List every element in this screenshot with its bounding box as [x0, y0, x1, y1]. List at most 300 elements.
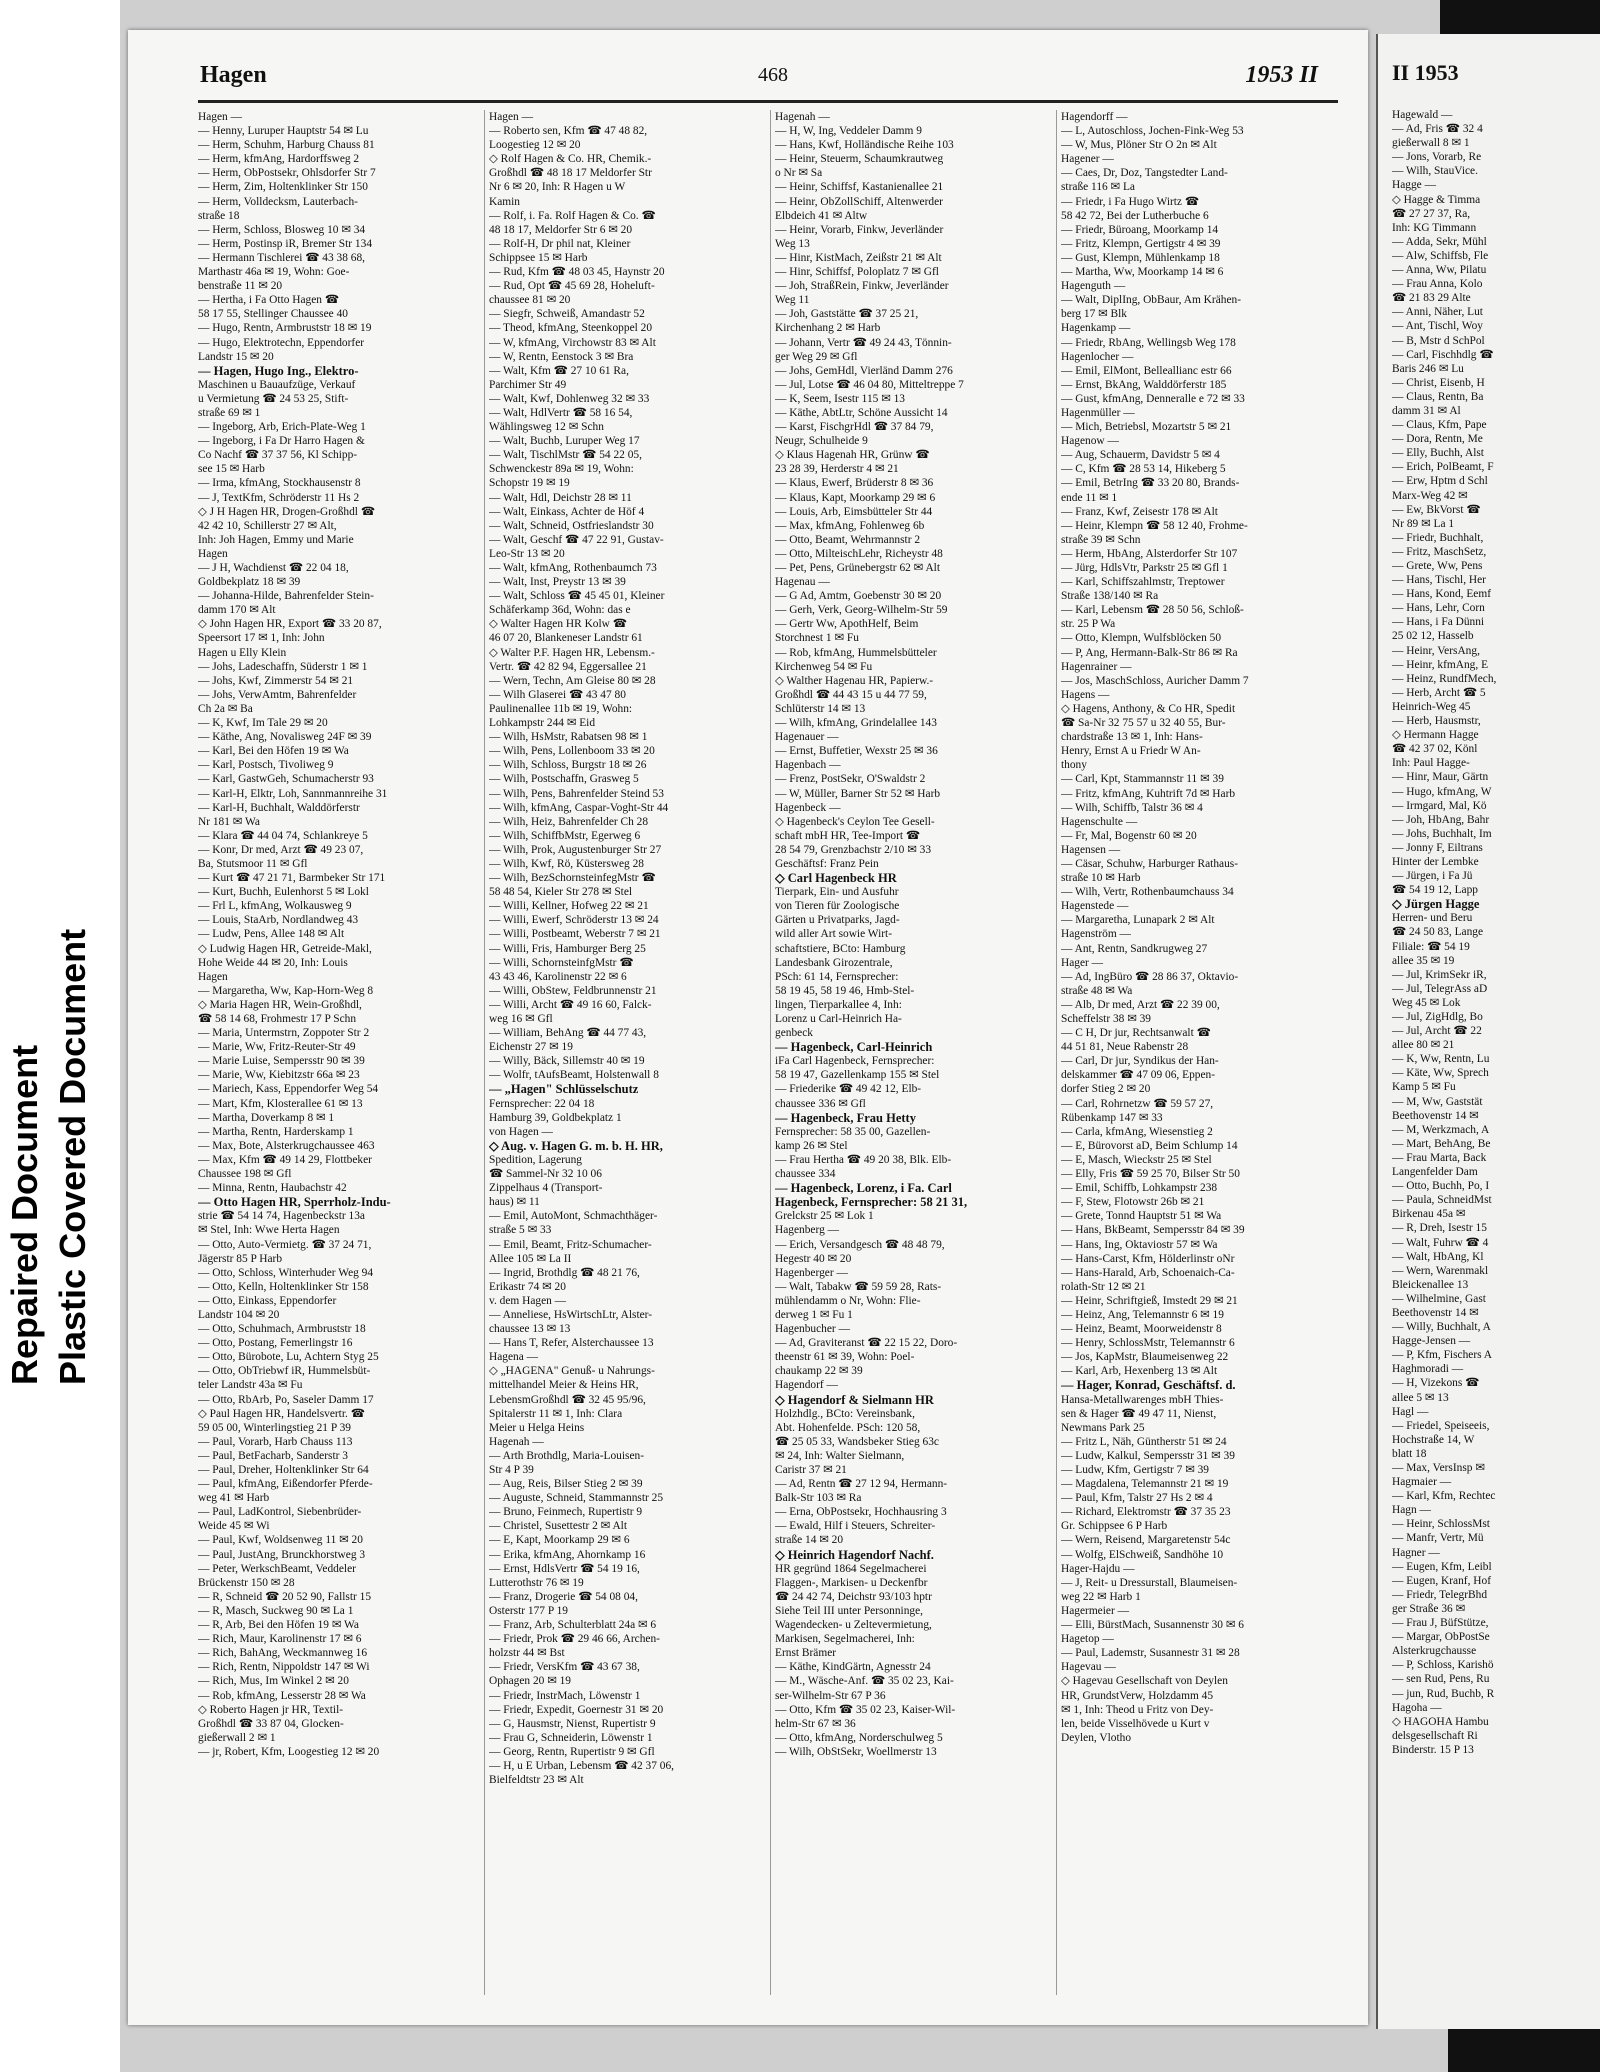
- directory-entry-line: Hagenauer —: [775, 731, 839, 744]
- directory-entry-line: Rübenkamp 147 ✉ 33: [1061, 1111, 1163, 1124]
- directory-entry-line: 44 51 81, Neue Rabenstr 28: [1061, 1041, 1189, 1054]
- directory-entry-line: — Hans, BkBeamt, Sempersstr 84 ✉ 39: [1061, 1224, 1245, 1237]
- directory-entry-line: Jägerstr 85 P Harb: [198, 1252, 283, 1265]
- directory-entry-line: — Rob, kfmAng, Lesserstr 28 ✉ Wa: [198, 1689, 366, 1702]
- directory-entry-line: — Karst, FischgrHdl ☎ 37 84 79,: [775, 421, 934, 434]
- directory-entry-line: Großhdl ☎ 48 18 17 Meldorfer Str: [489, 167, 652, 180]
- next-page-entry-line: allee 80 ✉ 21: [1392, 1039, 1455, 1052]
- directory-entry-line: 28 54 79, Grenzbachstr 2/10 ✉ 33: [775, 843, 932, 856]
- next-page-entry-line: — Ad, Fris ☎ 32 4: [1392, 123, 1483, 136]
- next-page-entry-line: — Ant, Tischl, Woy: [1392, 320, 1483, 333]
- directory-entry-line: — Willi, ObStew, Feldbrunnenstr 21: [489, 984, 657, 997]
- directory-entry-line: — Emil, Beamt, Fritz-Schumacher-: [489, 1238, 652, 1251]
- next-page-entry-line: — Heinr, SchlossMst: [1392, 1518, 1490, 1531]
- directory-entry-line: — Paul, Dreher, Holtenklinker Str 64: [198, 1464, 369, 1476]
- directory-entry-line: — Walt, Schloss ☎ 45 45 01, Kleiner: [489, 590, 665, 603]
- directory-entry-line: — Carla, kfmAng, Wiesenstieg 2: [1061, 1125, 1213, 1138]
- directory-entry-line: — Karl, Bei den Höfen 19 ✉ Wa: [198, 745, 349, 758]
- next-page-entry-line: — Dora, Rentn, Me: [1392, 433, 1483, 446]
- directory-entry-line: dorfer Stieg 2 ✉ 20: [1061, 1083, 1151, 1096]
- next-page-entry-line: Hagn —: [1392, 1504, 1431, 1517]
- directory-entry-line: Ernst Brämer: [775, 1647, 837, 1660]
- directory-entry-line: — W, Müller, Barner Str 52 ✉ Harb: [775, 787, 941, 800]
- next-page-entry-line: — Erich, PolBeamt, F: [1392, 461, 1494, 474]
- directory-entry-line: — Aug, Reis, Bilser Stieg 2 ✉ 39: [489, 1478, 643, 1491]
- next-page-entry-line: ☎ 42 37 02, Könl: [1392, 743, 1478, 756]
- directory-entry-line: — Rob, kfmAng, Hummelsbütteler: [775, 646, 937, 659]
- directory-entry-line: str. 25 P Wa: [1061, 618, 1116, 631]
- next-page-entry-line: — Walt, Fuhrw ☎ 4: [1392, 1236, 1489, 1249]
- directory-entry-line: — Grete, Tonnd Hauptstr 51 ✉ Wa: [1061, 1210, 1222, 1223]
- directory-entry-line: Kirchenweg 54 ✉ Fu: [775, 660, 873, 673]
- directory-entry-line: — Käthe, KindGärtn, Agnesstr 24: [775, 1661, 931, 1674]
- directory-entry-line: Hagener —: [1061, 153, 1114, 166]
- directory-entry-line: genbeck: [775, 1027, 813, 1040]
- directory-entry-line: — Friedr, Büroang, Moorkamp 14: [1061, 223, 1219, 236]
- directory-entry-line: Hagendorf —: [775, 1379, 838, 1392]
- directory-entry-line: helm-Str 67 ✉ 36: [775, 1717, 856, 1730]
- directory-entry-line: — H, W, Ing, Veddeler Damm 9: [775, 125, 922, 138]
- directory-entry-line: — Heinr, ObZollSchiff, Altenwerder: [775, 195, 943, 208]
- directory-entry-line: straße 116 ✉ La: [1061, 181, 1135, 194]
- directory-entry-line: Hagen u Elly Klein: [198, 646, 287, 659]
- next-page-entry-line: — Ew, BkVorst ☎: [1392, 503, 1481, 516]
- directory-entry-line: — Ernst, HdlsVertr ☎ 54 19 16,: [489, 1562, 640, 1575]
- directory-entry-line: — Ingeborg, Arb, Erich-Plate-Weg 1: [198, 421, 366, 434]
- directory-entry-line: ◇ Rolf Hagen & Co. HR, Chemik.-: [489, 153, 652, 166]
- directory-entry-line: — Max, kfmAng, Fohlenweg 6b: [775, 519, 925, 532]
- next-page-entry-line: — Jonny F, Eiltrans: [1392, 841, 1483, 854]
- next-page-entry-line: — Karl, Kfm, Rechtec: [1392, 1490, 1496, 1503]
- directory-entry-line: Fernsprecher: 58 35 00, Gazellen-: [775, 1125, 931, 1138]
- directory-entry-line: Ba, Stutsmoor 11 ✉ Gfl: [198, 857, 308, 870]
- next-page-entry-line: — Eugen, Kfm, Leibl: [1392, 1560, 1492, 1573]
- directory-entry-line: ◇ Walther Hagenau HR, Papierw.-: [775, 674, 934, 687]
- directory-entry-line: v. dem Hagen —: [489, 1294, 567, 1307]
- directory-entry-line: — J H, Wachdienst ☎ 22 04 18,: [198, 562, 349, 574]
- directory-entry-line: Hagenau —: [775, 576, 830, 589]
- directory-entry-line: Deylen, Vlotho: [1061, 1731, 1132, 1744]
- directory-entry-line: Brückenstr 150 ✉ 28: [198, 1576, 295, 1589]
- directory-entry-line: Caristr 37 ✉ 21: [775, 1464, 847, 1476]
- directory-entry-line: — Emil, Schiffb, Lohkampstr 238: [1061, 1182, 1218, 1195]
- directory-entry-line: — Wolfg, ElSchweiß, Sandhöhe 10: [1061, 1548, 1224, 1561]
- directory-entry-line: — Ludw, Kfm, Gertigstr 7 ✉ 39: [1061, 1464, 1210, 1476]
- directory-entry-line: Markisen, Segelmacherei, Inh:: [775, 1633, 915, 1646]
- directory-entry-line: Grelckstr 25 ✉ Lok 1: [775, 1210, 874, 1223]
- directory-entry-line: — Ingeborg, i Fa Dr Harro Hagen &: [198, 435, 365, 448]
- next-page-entry-line: — B, Mstr d SchPol: [1392, 334, 1485, 347]
- directory-entry-line: schaftstiere, BCto: Hamburg: [775, 942, 906, 955]
- directory-entry-line: Schlüterstr 14 ✉ 13: [775, 702, 866, 715]
- directory-entry-line: chaukamp 22 ✉ 39: [775, 1365, 863, 1378]
- next-page-entry-line: — P, Schloss, Karishö: [1392, 1659, 1494, 1672]
- next-page-entry-line: — Jul, TelegrAss aD: [1392, 982, 1488, 995]
- directory-entry-line: ☎ Sammel-Nr 32 10 06: [489, 1168, 602, 1181]
- directory-entry-line: Landstr 104 ✉ 20: [198, 1308, 280, 1321]
- directory-entry-line: ende 11 ✉ 1: [1061, 491, 1118, 504]
- directory-entry-line: Chaussee 198 ✉ Gfl: [198, 1168, 292, 1181]
- next-page-entry-line: — Frau Marta, Back: [1392, 1151, 1487, 1164]
- directory-entry-line: — Hans-Harald, Arb, Schoenaich-Ca-: [1061, 1266, 1235, 1279]
- directory-entry-line: Hagenbucher —: [775, 1323, 850, 1336]
- directory-entry-line: — Carl, Dr jur, Syndikus der Han-: [1061, 1055, 1219, 1068]
- next-page-column: [1392, 108, 1600, 1757]
- directory-entry-line: — Heinr, Steuerm, Schaumkrautweg: [775, 153, 944, 166]
- directory-entry-line: — Maria, Untermstrn, Zoppoter Str 2: [198, 1027, 370, 1040]
- next-page-entry-line: Hagge-Jensen —: [1392, 1335, 1471, 1348]
- directory-entry-line: — Friederike ☎ 49 42 12, Elb-: [775, 1083, 922, 1096]
- directory-entry-line: — F, Stew, Flotowstr 26b ✉ 21: [1061, 1196, 1205, 1209]
- directory-entry-line: — Friedr, InstrMach, Löwenstr 1: [489, 1689, 641, 1702]
- directory-entry-line: — Jos, MaschSchloss, Auricher Damm 7: [1061, 674, 1249, 687]
- directory-entry-line: Spitalerstr 11 ✉ 1, Inh: Clara: [489, 1407, 623, 1420]
- directory-entry-line: — Otto, ObTriebwf iR, Hummelsbüt-: [198, 1365, 371, 1378]
- directory-entry-line: — Frenz, PostSekr, O'Swaldstr 2: [775, 773, 926, 786]
- directory-entry-line: — Herm, Schloss, Blosweg 10 ✉ 34: [198, 223, 366, 236]
- next-page-entry-line: Herren- und Beru: [1392, 912, 1473, 925]
- directory-entry-line: — Karl, GastwGeh, Schumacherstr 93: [198, 773, 374, 786]
- directory-entry-line: — Emil, BetrIng ☎ 33 20 80, Brands-: [1061, 477, 1240, 490]
- directory-entry-line: theenstr 61 ✉ 39, Wohn: Poel-: [775, 1351, 915, 1364]
- directory-entry-line: — Otto, Klempn, Wulfsblöcken 50: [1061, 632, 1222, 645]
- directory-entry-line: — Karl, Arb, Hexenberg 13 ✉ Alt: [1061, 1365, 1218, 1378]
- directory-entry-line: — Irma, kfmAng, Stockhausenstr 8: [198, 477, 361, 490]
- next-page-entry-line: ger Straße 36 ✉: [1392, 1602, 1466, 1615]
- directory-entry-line: benstraße 11 ✉ 20: [198, 280, 283, 293]
- directory-entry-line: Hagenbach —: [775, 759, 841, 772]
- directory-entry-line: — Jul, Lotse ☎ 46 04 80, Mitteltreppe 7: [775, 378, 964, 391]
- directory-entry-line: — Ernst, BkAng, Walddörferstr 185: [1061, 378, 1227, 391]
- next-page-entry-line: Bleickenallee 13: [1392, 1278, 1469, 1291]
- directory-entry-line: — Martha, Rentn, Harderskamp 1: [198, 1125, 354, 1138]
- directory-entry-line: — Hagenbeck, Lorenz, i Fa. Carl: [775, 1181, 952, 1196]
- next-page-entry-line: — Eugen, Kranf, Hof: [1392, 1574, 1492, 1587]
- directory-entry-line: — Max, Kfm ☎ 49 14 29, Flottbeker: [198, 1153, 372, 1166]
- directory-entry-line: — Johs, Ladeschaffn, Süderstr 1 ✉ 1: [198, 660, 368, 673]
- directory-entry-line: — Heinz, Beamt, Moorweidenstr 8: [1061, 1323, 1222, 1336]
- directory-entry-line: Marthastr 46a ✉ 19, Wohn: Goe-: [198, 266, 350, 279]
- directory-entry-line: — Wilh, kfmAng, Caspar-Voght-Str 44: [489, 801, 669, 814]
- directory-entry-line: — Karl, Postsch, Tivoliweg 9: [198, 759, 334, 772]
- directory-entry-line: mühlendamm o Nr, Wohn: Flie-: [775, 1294, 921, 1307]
- directory-entry-line: Neugr, Schulheide 9: [775, 435, 868, 448]
- directory-entry-line: schaft mbH HR, Tee-Import ☎: [775, 829, 921, 842]
- next-page-entry-line: ◇ Hermann Hagge: [1392, 729, 1479, 742]
- scan-border-top: [1440, 0, 1600, 34]
- directory-entry-line: — Willi, Postbeamt, Weberstr 7 ✉ 21: [489, 928, 661, 941]
- column-2: [484, 110, 764, 1995]
- next-page-entry-line: — Wern, Warenmakl: [1392, 1264, 1489, 1277]
- directory-entry-line: — Hertha, i Fa Otto Hagen ☎: [198, 294, 340, 307]
- directory-entry-line: — Wilh, Prok, Augustenburger Str 27: [489, 843, 662, 856]
- directory-entry-line: Hagenstede —: [1061, 900, 1129, 913]
- directory-entry-line: — Käthe, Ang, Novalisweg 24F ✉ 39: [198, 731, 372, 744]
- directory-entry-line: — Joh, StraßRein, Finkw, Jeverländer: [775, 280, 949, 293]
- directory-entry-line: — Martha, Ww, Moorkamp 14 ✉ 6: [1061, 266, 1224, 279]
- directory-entry-line: — Walt, Kwf, Dohlenweg 32 ✉ 33: [489, 392, 650, 405]
- directory-entry-line: — Hans-Carst, Kfm, Hölderlinstr oNr: [1061, 1252, 1235, 1265]
- directory-entry-line: — Rich, Maur, Karolinenstr 17 ✉ 6: [198, 1633, 362, 1646]
- directory-entry-line: Hagen: [198, 547, 228, 560]
- next-page-entry-line: — Otto, Buchh, Po, I: [1392, 1180, 1490, 1193]
- directory-entry-line: straße 14 ✉ 20: [775, 1534, 844, 1547]
- directory-entry-line: Hagevau —: [1061, 1661, 1116, 1674]
- directory-entry-line: — Rich, BahAng, Weckmannweg 16: [198, 1647, 368, 1660]
- directory-entry-line: ✉ 24, Inh: Walter Sielmann,: [775, 1449, 905, 1462]
- directory-entry-line: — Ad, Graviteranst ☎ 22 15 22, Doro-: [775, 1337, 958, 1350]
- directory-entry-line: Hagetop —: [1061, 1633, 1114, 1646]
- directory-entry-line: — M., Wäsche-Anf. ☎ 35 02 23, Kai-: [775, 1675, 954, 1688]
- directory-entry-line: ☎ 24 42 74, Deichstr 93/103 hptr: [775, 1590, 932, 1603]
- directory-entry-line: — Heinr, Klempn ☎ 58 12 40, Frohme-: [1061, 519, 1248, 532]
- directory-entry-line: — Otto, MilteischLehr, Richeystr 48: [775, 547, 943, 560]
- directory-entry-line: — Ingrid, Brothdlg ☎ 48 21 76,: [489, 1266, 640, 1279]
- directory-entry-line: — Klaus, Ewerf, Brüderstr 8 ✉ 36: [775, 477, 934, 490]
- directory-entry-line: ◇ Paul Hagen HR, Handelsvertr. ☎: [198, 1407, 365, 1420]
- next-page-entry-line: Heinrich-Weg 45: [1392, 700, 1471, 713]
- directory-entry-line: — Kurt ☎ 47 21 71, Barmbeker Str 171: [198, 872, 386, 885]
- next-page-entry-line: ☎ 54 19 12, Lapp: [1392, 884, 1479, 897]
- directory-entry-line: — Karl, Schiffszahlmstr, Treptower: [1061, 576, 1225, 589]
- next-page-entry-line: — Jul, Archt ☎ 22: [1392, 1025, 1482, 1038]
- directory-entry-line: — Jürg, HdlsVtr, Parkstr 25 ✉ Gfl 1: [1061, 562, 1228, 574]
- next-page-entry-line: Hinter der Lembke: [1392, 855, 1479, 868]
- directory-entry-line: — Georg, Rentn, Rupertistr 9 ✉ Gfl: [489, 1745, 655, 1758]
- directory-entry-line: — Martha, Doverkamp 8 ✉ 1: [198, 1111, 335, 1124]
- next-page-entry-line: — Käte, Ww, Sprech: [1392, 1067, 1489, 1080]
- directory-entry-line: — Henry, SchlossMstr, Telemannstr 6: [1061, 1337, 1235, 1350]
- directory-columns: [198, 110, 1338, 1995]
- directory-entry-line: Osterstr 177 P 19: [489, 1604, 568, 1617]
- directory-entry-line: mittelhandel Meier & Heins HR,: [489, 1379, 639, 1392]
- directory-entry-line: Gr. Schippsee 6 P Harb: [1061, 1520, 1168, 1533]
- directory-entry-line: Elbdeich 41 ✉ Altw: [775, 209, 868, 222]
- directory-entry-line: — Walt, Schneid, Ostfrieslandstr 30: [489, 519, 654, 532]
- directory-entry-line: — Fr, Mal, Bogenstr 60 ✉ 20: [1061, 829, 1197, 842]
- directory-entry-line: — Rolf, i. Fa. Rolf Hagen & Co. ☎: [489, 209, 656, 222]
- next-page-entry-line: — Adda, Sekr, Mühl: [1392, 235, 1487, 248]
- next-page-entry-line: Hagoha —: [1392, 1701, 1442, 1714]
- next-page-entry-line: Langenfelder Dam: [1392, 1166, 1478, 1179]
- directory-entry-line: — Mariech, Kass, Eppendorfer Weg 54: [198, 1083, 379, 1096]
- next-page-entry-line: — Irmgard, Mal, Kö: [1392, 799, 1487, 812]
- next-page-entry-line: — Max, VersInsp ✉: [1392, 1462, 1485, 1474]
- directory-entry-line: — G, Hausmstr, Nienst, Rupertistr 9: [489, 1717, 656, 1730]
- directory-entry-line: holzstr 44 ✉ Bst: [489, 1647, 565, 1660]
- directory-entry-line: straße 39 ✉ Schn: [1061, 533, 1141, 546]
- directory-entry-line: Landesbank Girozentrale,: [775, 956, 893, 969]
- directory-entry-line: — Paul, LadKontrol, Siebenbrüder-: [198, 1506, 362, 1519]
- directory-entry-line: 59 05 00, Winterlingstieg 21 P 39: [198, 1421, 351, 1434]
- directory-entry-line: Hagenrainer —: [1061, 660, 1132, 673]
- directory-entry-line: — Fritz, kfmAng, Kuhtrift 7d ✉ Harb: [1061, 787, 1236, 800]
- directory-entry-line: Hagenah —: [489, 1435, 544, 1448]
- directory-entry-line: — Johanna-Hilde, Bahrenfelder Stein-: [198, 590, 374, 603]
- directory-entry-line: ☎ Sa-Nr 32 75 57 u 32 40 55, Bur-: [1061, 717, 1226, 730]
- directory-entry-line: Hagendorff —: [1061, 111, 1128, 123]
- column-4: [1056, 110, 1343, 1995]
- directory-entry-line: Hohe Weide 44 ✉ 20, Inh: Louis: [198, 956, 348, 969]
- directory-entry-line: — Otto, Schloss, Winterhuder Weg 94: [198, 1266, 374, 1279]
- directory-entry-line: — G Ad, Amtm, Goebenstr 30 ✉ 20: [775, 590, 942, 603]
- directory-entry-line: — Heinr, Schiffsf, Kastanienallee 21: [775, 181, 944, 194]
- directory-entry-line: Weide 45 ✉ Wi: [198, 1520, 270, 1533]
- directory-entry-line: ◇ Ludwig Hagen HR, Getreide-Makl,: [198, 942, 372, 955]
- directory-entry-line: ◇ Aug. v. Hagen G. m. b. H. HR,: [489, 1138, 663, 1153]
- directory-entry-line: — Christel, Susettestr 2 ✉ Alt: [489, 1520, 628, 1533]
- directory-entry-line: — Wilh Glaserei ☎ 43 47 80: [489, 688, 626, 701]
- directory-entry-line: Lorenz u Carl-Heinrich Ha-: [775, 1013, 902, 1025]
- directory-entry-line: — Hugo, Rentn, Armbruststr 18 ✉ 19: [198, 322, 372, 335]
- directory-entry-line: — Gust, kfmAng, Denneralle e 72 ✉ 33: [1061, 392, 1245, 405]
- directory-entry-line: Hager —: [1061, 956, 1104, 969]
- directory-entry-line: — Peter, WerkschBeamt, Veddeler: [198, 1562, 356, 1575]
- directory-entry-line: chaussee 334: [775, 1168, 836, 1181]
- directory-entry-line: ger Weg 29 ✉ Gfl: [775, 350, 858, 363]
- directory-entry-line: — Ewald, Hilf i Steuers, Schreiter-: [775, 1520, 936, 1533]
- directory-entry-line: ser-Wilhelm-Str 67 P 36: [775, 1689, 886, 1702]
- next-page-entry-line: Beethovenstr 14 ✉: [1392, 1306, 1479, 1319]
- directory-entry-line: — Wilh, Pens, Bahrenfelder Steind 53: [489, 787, 664, 800]
- next-page-entry-line: — Heinr, VersAng,: [1392, 644, 1480, 657]
- next-page-entry-line: Marx-Weg 42 ✉: [1392, 489, 1468, 502]
- directory-entry-line: Eichenstr 27 ✉ 19: [489, 1041, 573, 1054]
- directory-entry-line: — Otto, Auto-Vermietg. ☎ 37 24 71,: [198, 1238, 372, 1251]
- column-1: [198, 110, 474, 1995]
- directory-entry-line: von Tieren für Zoologische: [775, 900, 900, 913]
- directory-entry-line: Weg 13: [775, 237, 810, 250]
- next-page-entry-line: — Heinr, kfmAng, E: [1392, 658, 1489, 671]
- directory-entry-line: — Otto, Kelln, Holtenklinker Str 158: [198, 1280, 369, 1293]
- next-page-entry-line: — Margar, ObPostSe: [1392, 1631, 1490, 1644]
- scanned-page-area: [120, 0, 1600, 2072]
- next-page-entry-line: — Fritz, MaschSetz,: [1392, 545, 1487, 558]
- directory-entry-line: Hager-Hajdu —: [1061, 1562, 1135, 1575]
- directory-entry-line: Großhdl ☎ 33 87 04, Glocken-: [198, 1717, 344, 1730]
- directory-entry-line: strie ☎ 54 14 74, Hagenbeckstr 13a: [198, 1210, 365, 1223]
- directory-entry-line: Hagena —: [489, 1351, 539, 1364]
- directory-entry-line: Leo-Str 13 ✉ 20: [489, 547, 565, 560]
- directory-entry-line: — Heinr, Vorarb, Finkw, Jeverländer: [775, 223, 944, 236]
- directory-entry-line: — Willi, Archt ☎ 49 16 60, Falck-: [489, 998, 652, 1011]
- directory-entry-line: kamp 26 ✉ Stel: [775, 1139, 848, 1152]
- column-3: [770, 110, 1050, 1995]
- next-page-entry-line: — Joh, HbAng, Bahr: [1392, 813, 1490, 826]
- directory-entry-line: — Marie Luise, Sempersstr 90 ✉ 39: [198, 1055, 365, 1068]
- directory-entry-line: — Karl-H, Buchhalt, Walddörferstr: [198, 801, 360, 814]
- directory-entry-line: Hagenow —: [1061, 435, 1119, 448]
- directory-entry-line: 46 07 20, Blankeneser Landstr 61: [489, 632, 643, 645]
- next-page-entry-line: — K, Ww, Rentn, Lu: [1392, 1053, 1490, 1066]
- directory-entry-line: ◇ Maria Hagen HR, Wein-Großhdl,: [198, 998, 362, 1011]
- directory-entry-line: — Roberto sen, Kfm ☎ 47 48 82,: [489, 125, 648, 138]
- directory-entry-line: 58 19 47, Gazellenkamp 155 ✉ Stel: [775, 1069, 940, 1082]
- directory-entry-line: — Mart, Kfm, Klosterallee 61 ✉ 13: [198, 1097, 363, 1110]
- directory-entry-line: — Hager, Konrad, Geschäftsf. d.: [1061, 1378, 1236, 1393]
- next-page-entry-line: — M, Ww, Gaststät: [1392, 1095, 1483, 1108]
- directory-entry-line: — Hagenbeck, Frau Hetty: [775, 1110, 916, 1125]
- directory-entry-line: — Wolfr, tAufsBeamt, Holstenwall 8: [489, 1069, 659, 1082]
- directory-entry-line: — Frau G, Schneiderin, Löwenstr 1: [489, 1731, 653, 1744]
- next-page-entry-line: ☎ 27 27 37, Ra,: [1392, 207, 1471, 220]
- directory-entry-line: delskammer ☎ 47 09 06, Eppen-: [1061, 1069, 1216, 1082]
- next-page-entry-line: Hochstraße 14, W: [1392, 1433, 1475, 1446]
- directory-entry-line: — Louis, StaArb, Nordlandweg 43: [198, 914, 359, 927]
- page-header: [198, 60, 1338, 103]
- directory-entry-line: — Johs, Kwf, Zimmerstr 54 ✉ 21: [198, 674, 354, 687]
- directory-entry-line: Hagenah —: [775, 111, 830, 123]
- next-page-entry-line: — P, Kfm, Fischers A: [1392, 1349, 1492, 1362]
- directory-entry-line: — Walt, DiplIng, ObBaur, Am Krähen-: [1061, 294, 1242, 307]
- directory-entry-line: — Otto, Einkass, Eppendorfer: [198, 1294, 337, 1307]
- directory-entry-line: ◇ John Hagen HR, Export ☎ 33 20 87,: [198, 618, 382, 631]
- next-page-entry-line: — Wilh, StauVice.: [1392, 165, 1478, 178]
- directory-entry-line: — Herm, Volldecksm, Lauterbach-: [198, 195, 358, 208]
- directory-entry-line: Landstr 15 ✉ 20: [198, 350, 274, 363]
- directory-entry-line: — Wilh, HsMstr, Rabatsen 98 ✉ 1: [489, 731, 648, 744]
- directory-entry-line: — Frl L, kfmAng, Wolkausweg 9: [198, 900, 352, 913]
- directory-entry-line: Speersort 17 ✉ 1, Inh: John: [198, 632, 325, 645]
- directory-entry-line: — Herm, Zim, Holtenklinker Str 150: [198, 181, 368, 194]
- next-page-entry-line: — Walt, HbAng, Kl: [1392, 1250, 1484, 1263]
- directory-entry-line: — Gertr Ww, ApothHelf, Beim: [775, 618, 919, 631]
- directory-entry-line: — Walt, Buchb, Luruper Weg 17: [489, 435, 640, 448]
- directory-entry-line: sen & Hager ☎ 49 47 11, Nienst,: [1061, 1407, 1217, 1420]
- directory-entry-line: — Friedr, i Fa Hugo Wirtz ☎: [1061, 195, 1200, 208]
- directory-entry-line: — Arth Brothdlg, Maria-Louisen-: [489, 1449, 645, 1462]
- directory-entry-line: Paulinenallee 11b ✉ 19, Wohn:: [489, 702, 633, 715]
- directory-entry-line: — Ernst, Buffetier, Wexstr 25 ✉ 36: [775, 745, 938, 758]
- directory-entry-line: Nr 6 ✉ 20, Inh: R Hagen u W: [489, 181, 626, 194]
- directory-entry-line: see 15 ✉ Harb: [198, 463, 265, 476]
- next-page-entry-line: — Mart, BehAng, Be: [1392, 1137, 1491, 1150]
- directory-entry-line: — Ludw, Pens, Allee 148 ✉ Alt: [198, 928, 345, 941]
- directory-entry-line: — Paul, JustAng, Brunckhorstweg 3: [198, 1548, 366, 1561]
- directory-entry-line: — Hinr, KistMach, Zeißstr 21 ✉ Alt: [775, 251, 942, 264]
- directory-entry-line: u Vermietung ☎ 24 53 25, Stift-: [198, 392, 349, 405]
- next-page-entry-line: Hagewald —: [1392, 109, 1453, 121]
- directory-entry-line: — Jos, KapMstr, Blaumeisenweg 22: [1061, 1351, 1229, 1364]
- directory-entry-line: Großhdl ☎ 44 43 15 u 44 77 59,: [775, 688, 927, 701]
- next-page-entry-line: — Jul, ZigHdlg, Bo: [1392, 1011, 1483, 1023]
- next-page-entry-line: ◇ HAGOHA Hambu: [1392, 1715, 1489, 1728]
- directory-entry-line: Schippsee 15 ✉ Harb: [489, 251, 588, 264]
- directory-entry-line: — Elly, Fris ☎ 59 25 70, Bilser Str 50: [1061, 1168, 1240, 1181]
- directory-entry-line: — Kurt, Buchh, Eulenhorst 5 ✉ Lokl: [198, 886, 369, 899]
- next-page-entry-line: — Jürgen, i Fa Jü: [1392, 870, 1473, 883]
- directory-entry-line: — Bruno, Feinmech, Rupertistr 9: [489, 1506, 643, 1519]
- next-page-entry-line: Nr 89 ✉ La 1: [1392, 517, 1455, 530]
- directory-entry-line: LebensmGroßhdl ☎ 32 45 95/96,: [489, 1393, 646, 1406]
- directory-entry-line: — jr, Robert, Kfm, Loogestieg 12 ✉ 20: [198, 1745, 380, 1758]
- directory-entry-line: — Herm, kfmAng, Hardorffsweg 2: [198, 153, 360, 166]
- directory-entry-line: — Heinr, Schriftgieß, Imstedt 29 ✉ 21: [1061, 1294, 1238, 1307]
- directory-entry-line: weg 22 ✉ Harb 1: [1061, 1590, 1141, 1603]
- directory-entry-line: — Frau Hertha ☎ 49 20 38, Blk. Elb-: [775, 1153, 952, 1166]
- directory-entry-line: — Wilh, Pens, Lollenboom 33 ✉ 20: [489, 745, 655, 758]
- directory-entry-line: — Wilh, Kwf, Rö, Küstersweg 28: [489, 857, 644, 870]
- directory-entry-line: — Rolf-H, Dr phil nat, Kleiner: [489, 237, 631, 250]
- directory-entry-line: — Hugo, Elektrotechn, Eppendorfer: [198, 336, 365, 349]
- directory-entry-line: — Theod, kfmAng, Steenkoppel 20: [489, 322, 653, 335]
- directory-entry-line: — Rud, Opt ☎ 45 69 28, Hoheluft-: [489, 280, 655, 293]
- directory-entry-line: straße 5 ✉ 33: [489, 1224, 552, 1237]
- directory-entry-line: — Hans, Kwf, Holländische Reihe 103: [775, 139, 954, 152]
- directory-entry-line: 58 17 55, Stellinger Chaussee 40: [198, 308, 348, 321]
- directory-entry-line: 58 42 72, Bei der Lutherbuche 6: [1061, 209, 1209, 222]
- directory-entry-line: — Joh, Gaststätte ☎ 37 25 21,: [775, 308, 919, 321]
